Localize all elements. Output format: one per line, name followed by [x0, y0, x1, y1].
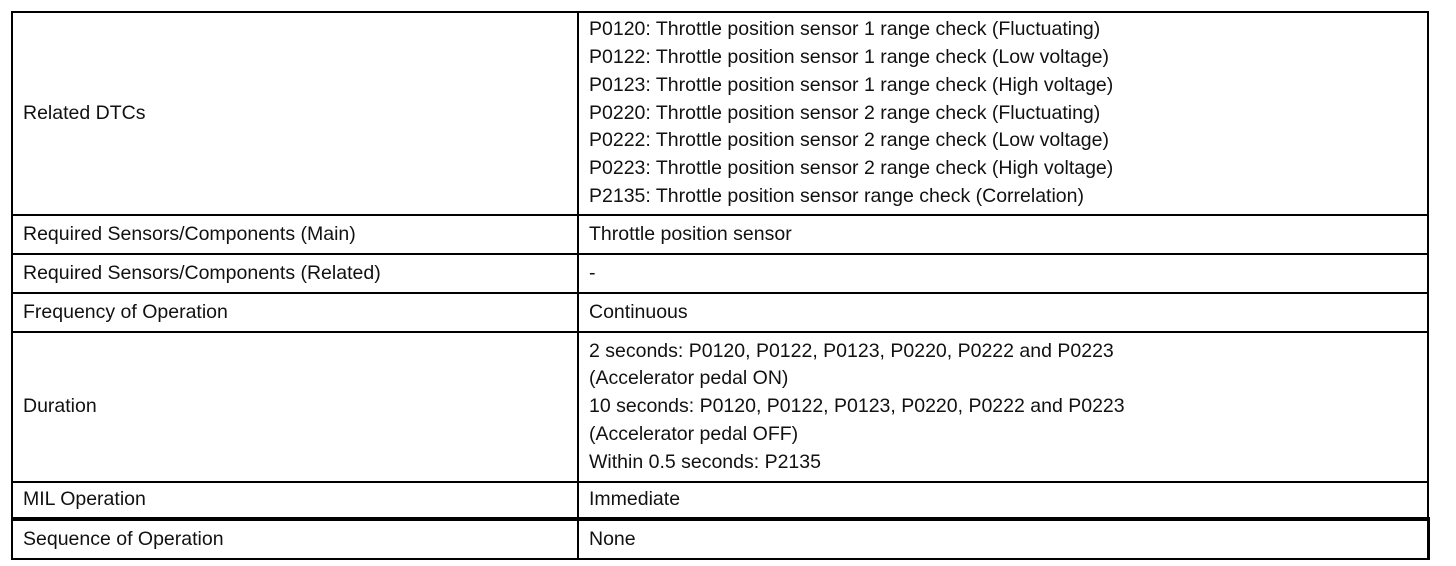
table-row-mil-operation [12, 482, 1428, 519]
duration-line: Within 0.5 seconds: P2135 [589, 450, 821, 473]
row-label [12, 519, 578, 559]
dtc-line: P2135: Throttle position sensor range check (Correlation) [589, 184, 1084, 207]
row-label-text: MIL Operation [23, 488, 146, 511]
dtc-line: P0120: Throttle position sensor 1 range check (Fluctuating) [589, 18, 1101, 41]
row-label-text: Duration [23, 395, 97, 418]
monitor-description-table [11, 11, 1430, 560]
row-value [578, 332, 1428, 482]
table-row-sequence [12, 519, 1428, 559]
row-label [12, 293, 578, 332]
table-row-required-main [12, 215, 1428, 254]
row-value [578, 12, 1428, 215]
table-row-required-related [12, 254, 1428, 293]
row-value [578, 254, 1428, 293]
table-row-duration [12, 332, 1428, 482]
row-label [12, 12, 578, 215]
row-value [578, 482, 1428, 519]
row-label [12, 254, 578, 293]
row-value-text: Immediate [589, 488, 681, 511]
row-label-text: Related DTCs [23, 101, 146, 124]
table-row-related-dtcs [12, 12, 1428, 215]
row-label [12, 215, 578, 254]
duration-line: 2 seconds: P0120, P0122, P0123, P0220, P0222 and P0223 [589, 339, 1114, 362]
dtc-line: P0220: Throttle position sensor 2 range check (Fluctuating) [589, 101, 1101, 124]
row-value-text: Continuous [589, 300, 688, 323]
row-value-text: None [589, 527, 636, 550]
duration-line: (Accelerator pedal ON) [589, 367, 789, 390]
row-value [578, 519, 1428, 559]
dtc-line: P0122: Throttle position sensor 1 range check (Low voltage) [589, 46, 1109, 68]
duration-line: 10 seconds: P0120, P0122, P0123, P0220, P0222 and P0223 [589, 395, 1125, 418]
dtc-line: P0123: Throttle position sensor 1 range check (High voltage) [589, 73, 1114, 96]
row-value [578, 215, 1428, 254]
row-value [578, 293, 1428, 332]
duration-line: (Accelerator pedal OFF) [589, 422, 799, 445]
table-row-frequency [12, 293, 1428, 332]
row-value-text: - [589, 261, 596, 284]
row-label-text: Sequence of Operation [23, 527, 224, 550]
row-label [12, 482, 578, 519]
row-label-text: Required Sensors/Components (Related) [23, 261, 381, 284]
dtc-line: P0222: Throttle position sensor 2 range check (Low voltage) [589, 129, 1109, 152]
row-label-text: Frequency of Operation [23, 300, 228, 323]
row-label-text: Required Sensors/Components (Main) [23, 222, 356, 245]
row-value-text: Throttle position sensor [589, 222, 792, 245]
dtc-line: P0223: Throttle position sensor 2 range check (High voltage) [589, 157, 1114, 180]
row-label [12, 332, 578, 482]
